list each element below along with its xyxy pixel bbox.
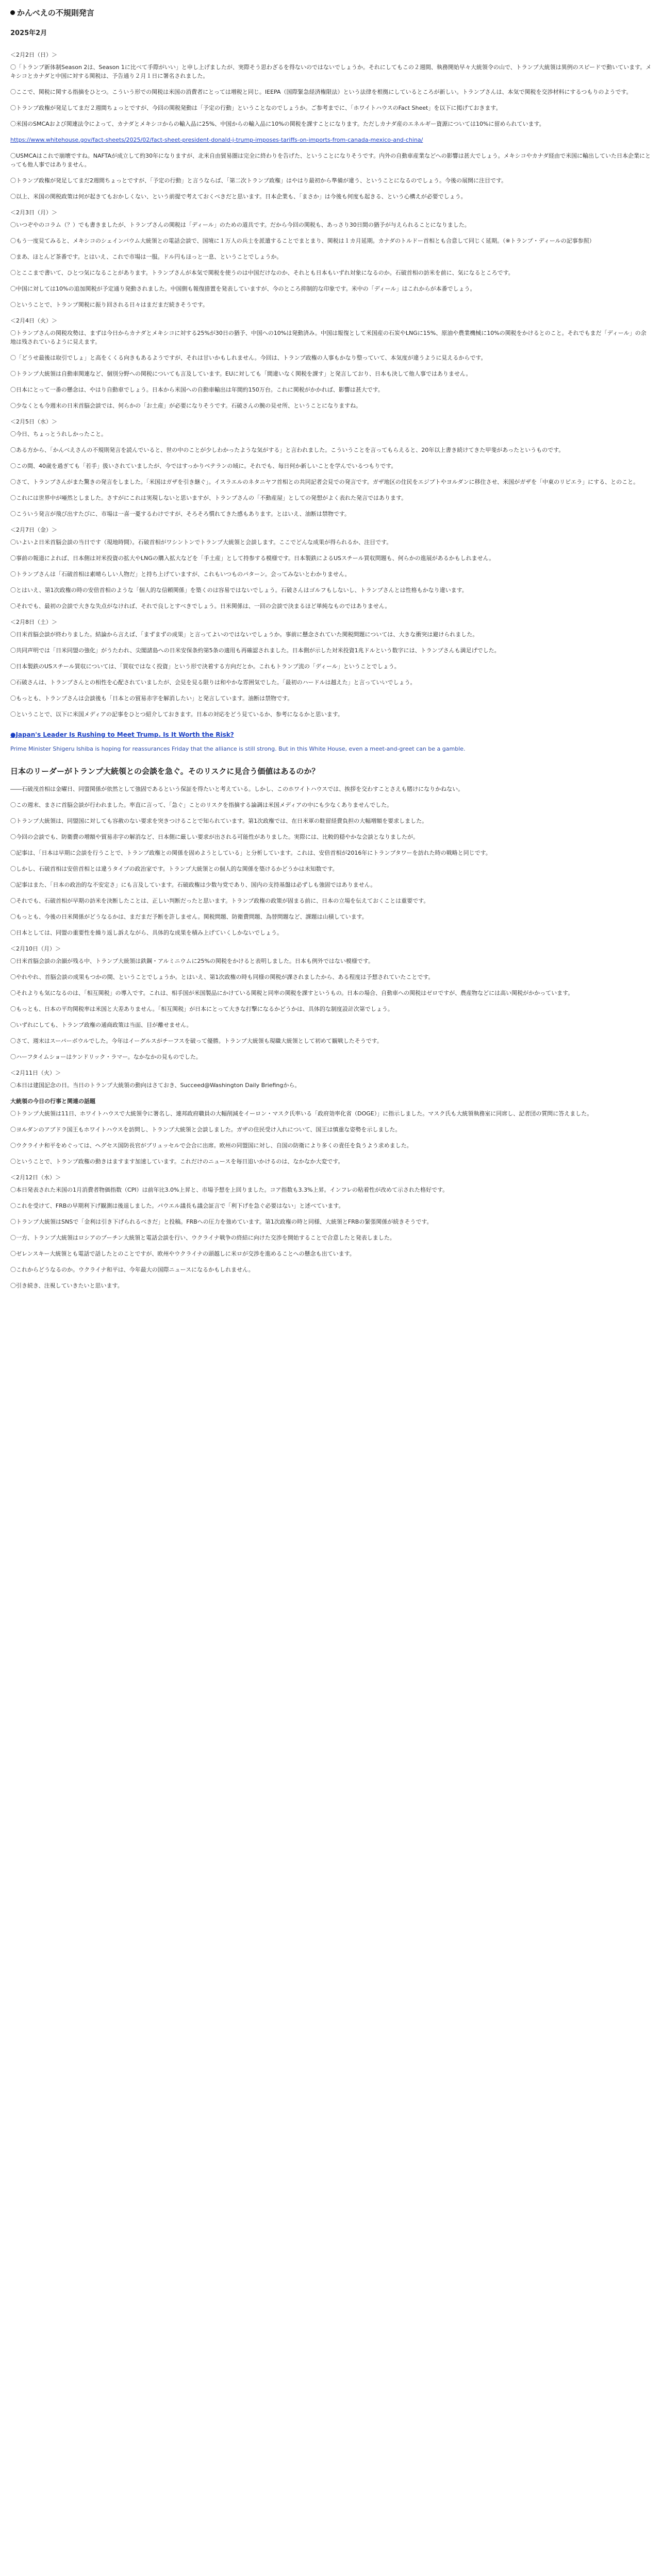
entry-paragraph: 〇共同声明では「日米同盟の強化」がうたわれ、尖閣諸島への日米安保条約第5条の適用も再確認されました。日本側が示した対米投資1兆ドルという数字には、トランプさんも満足げでした。 [10, 647, 500, 654]
entry-paragraph: 〇日本にとって一番の懸念は、やはり自動車でしょう。日本から米国への自動車輸出は年間約150万台。これに関税がかかれば、影響は甚大です。 [10, 386, 384, 393]
entry-date: ＜2月8日（土）＞ [10, 619, 57, 625]
entry-paragraph: 〇本日発表された米国の1月消費者物価指数（CPI）は前年比3.0%上昇と、市場予想を上回りました。コア指数も3.3%上昇。インフレの粘着性が改めて示された格好です。 [10, 1187, 449, 1193]
entry-paragraph: 〇以上、米国の関税政策は何が起きてもおかしくない、という前提で考えておくべきだと思います。日本企業も、「まさか」は今後も何度も起きる、という心構えが必要でしょう。 [10, 193, 467, 200]
entry-paragraph: 〇こういう発言が飛び出すたびに、市場は一喜一憂するわけですが、そろそろ慣れてきた感もあります。とはいえ、油断は禁物です。 [10, 511, 350, 517]
paragraph: 〇しかし、石破首相は安倍首相とは違うタイプの政治家です。トランプ大統領との個人的な関係を築けるかどうかは未知数です。 [10, 866, 338, 872]
entry-paragraph: 〇とはいえ、第1次政権の時の安倍首相のような「個人的な信頼関係」を築くのは容易ではないでしょう。石破さんはゴルフもしないし、トランプさんとは性格もかなり違います。 [10, 587, 468, 594]
entry-paragraph: 〇とここまで書いて、ひとつ気になることがあります。トランプさんが本気で関税を使うのは中国だけなのか、それとも日本もいずれ対象になるのか。石破首相の訪米を前に、気になるところです。 [10, 269, 514, 276]
diary-entries-3 [10, 1173, 652, 1290]
entry-paragraph: 〇まあ、ほとんど茶番です。とはいえ、これで市場は一服。ドル円もほっと一息、ということでしょうか。 [10, 253, 283, 260]
subsection-body [10, 1109, 652, 1166]
entry-paragraph: 〇「どうせ最後は取引でしょ」と高をくくる向きもあるようですが、それは甘いかもしれません。今回は、トランプ政権の人事もかなり整っていて、本気度が違うように見えるからです。 [10, 354, 487, 361]
paragraph: 〇記事は、「日本は早期に会談を行うことで、トランプ政権との関係を固めようとしている」と分析しています。これは、安倍首相が2016年にトランプタワーを訪れた時の戦略と同じです。 [10, 850, 491, 856]
entry-date: ＜2月3日（月）＞ [10, 209, 57, 216]
paragraph: 〇この週末、まさに首脳会談が行われました。率直に言って、「急ぐ」ことのリスクを指摘する論調は米国メディアの中にも少なくありませんでした。 [10, 802, 393, 808]
entry-paragraph: 〇ハーフタイムショーはケンドリック・ラマー。なかなかの見ものでした。 [10, 1054, 202, 1060]
feature-lead: Prime Minister Shigeru Ishiba is hoping for reassurances Friday that the alliance is still strong. But in this White House, even a meet-and-greet can be a gamble. [10, 745, 466, 752]
site-title [10, 7, 652, 18]
entry-paragraph: 〇ゼレンスキー大統領とも電話で話したとのことですが、欧州やウクライナの頭越しに米ロが交渉を進めることへの懸念も出ています。 [10, 1250, 355, 1257]
entry-paragraph: 〇石破さんは、トランプさんとの相性を心配されていましたが、会見を見る限りは和やかな雰囲気でした。「最初のハードルは越えた」と言っていいでしょう。 [10, 679, 416, 686]
entry-paragraph: 〇それよりも気になるのは、「相互関税」の導入です。これは、相手国が米国製品にかけている関税と同率の関税を課すというもの。日本の場合、自動車への関税はゼロですが、農産物などには高い関税がかかっています。 [10, 990, 574, 996]
entry-paragraph: 〇ここで、関税に関する指摘をひとつ。こういう形での関税は米国の消費者にとっては増税と同じ。IEEPA（国際緊急経済権限法）という法律を根拠にしているところが新しい。トランプさんは、本気で関税を交渉材料にするつもりのようです。 [10, 89, 632, 95]
entry-paragraph: 〇一方、トランプ大統領はロシアのプーチン大統領と電話会談を行い、ウクライナ戦争の終結に向けた交渉を開始することで合意したと発表しました。 [10, 1234, 395, 1241]
month-title: 2025年2月 [10, 29, 47, 37]
entry-date: ＜2月11日（火）＞ [10, 1070, 61, 1076]
entry-paragraph: 〇米国のSMCAおよび関連法令によって、カナダとメキシコからの輸入品に25%、中国からの輸入品に10%の関税を課すことになります。ただしカナダ産のエネルギー資源については10%に留められています。 [10, 121, 545, 127]
paragraph: 〇それでも、石破首相が早期の訪米を決断したことは、正しい判断だったと思います。トランプ政権の政策が固まる前に、日本の立場を伝えておくことは重要です。 [10, 897, 429, 904]
entry-paragraph: 〇今日、ちょっとうれしかったこと。 [10, 431, 107, 437]
sub-headline: 大統領の今日の行事と関連の話題 [10, 1098, 95, 1105]
entry-date: ＜2月12日（水）＞ [10, 1174, 61, 1181]
entry-paragraph: 〇これを受けて、FRBの早期利下げ観測は後退しました。パウエル議長も議会証言で「利下げを急ぐ必要はない」と述べています。 [10, 1202, 344, 1209]
entry-paragraph: 〇日米首脳会談の余韻が残る中、トランプ大統領は鉄鋼・アルミニウムに25%の関税をかけると表明しました。日本も例外ではない模様です。 [10, 958, 374, 964]
paragraph: 〇日本としては、同盟の重要性を繰り返し訴えながら、具体的な成果を積み上げていくしかないでしょう。 [10, 929, 283, 936]
entry-paragraph: 〇トランプ大統領は自動車関連など、個別分野への関税についても言及しています。EUに対しても「間違いなく関税を課す」と発言しており、日本も決して他人事ではありません。 [10, 370, 472, 377]
entry-date: ＜2月4日（火）＞ [10, 317, 57, 324]
entry-paragraph: 〇これには世界中が唖然としました。さすがにこれは実現しないと思いますが、トランプさんの「不動産屋」としての発想がよく表れた発言ではあります。 [10, 495, 407, 501]
entry-paragraph: 〇トランプ政権が発足してまだ２週間ちょっとですが、今回の関税発動は「予定の行動」ということなのでしょうか。ご参考までに、「ホワイトハウスのFact Sheet」を以下に掲げておきます。 [10, 105, 502, 111]
entry-paragraph: 〇もう一度見てみると、メキシコのシェインバウム大統領との電話会談で、国境に１万人の兵士を派遣することでまとまり、関税は１カ月延期。カナダのトルドー首相とも合意して同じく延期。（※トランプ・ディールの記事参照） [10, 238, 595, 244]
entry-paragraph: 〇事前の報道によれば、日本側は対米投資の拡大やLNGの購入拡大などを「手土産」として持参する模様です。日本製鉄によるUSスチール買収問題も、何らかの進展があるかもしれません。 [10, 555, 495, 562]
entry-paragraph: 〇日本製鉄のUSスチール買収については、「買収ではなく投資」という形で決着する方向だとか。これもトランプ流の「ディール」ということでしょう。 [10, 663, 400, 670]
paragraph: 〇もっとも、今後の日米関係がどうなるかは、まだまだ予断を許しません。関税問題、防衛費問題、為替問題など、課題は山積しています。 [10, 913, 368, 920]
entry-date: ＜2月10日（月）＞ [10, 945, 61, 952]
entry-paragraph: 〇やれやれ、首脳会談の成果もつかの間、ということでしょうか。とはいえ、第1次政権の時も同様の関税が課されましたから、ある程度は予想されていたことです。 [10, 974, 434, 980]
entry-paragraph: 〇トランプ大統領はSNSで「金利は引き下げられるべきだ」と投稿。FRBへの圧力を強めています。第1次政権の時と同様、大統領とFRBの緊張関係が続きそうです。 [10, 1218, 433, 1225]
paragraph: 〇記事はまた、「日本の政治的な不安定さ」にも言及しています。石破政権は少数与党であり、国内の支持基盤は必ずしも強固ではありません。 [10, 882, 376, 888]
feature-title: 日本のリーダーがトランプ大統領との会談を急ぐ。そのリスクに見合う価値はあるのか？ [10, 767, 320, 776]
entry-date: ＜2月2日（日）＞ [10, 52, 57, 58]
entry-paragraph: 〇これからどうなるのか。ウクライナ和平は、今年最大の国際ニュースになるかもしれません。 [10, 1266, 254, 1273]
entry-paragraph: 〇トランプさんの関税攻勢は、まずは今日からカナダとメキシコに対する25%が30日の猶予、中国への10%は発動済み。中国は報復として米国産の石炭やLNGに15%、原油や農業機械に10%の関税をかけるとのこと。それでもまだ「ディール」の余地は残されているように見えます。 [10, 330, 647, 345]
entry-date: ＜2月5日（水）＞ [10, 418, 57, 425]
entry-paragraph: 〇いつぞやのコラム（？）でも書きましたが、トランプさんの関税は「ディール」のための道具です。だから今回の関税も、あっさり30日間の猶予が与えられることになりました。 [10, 222, 470, 228]
paragraph: 〇トランプ大統領は、同盟国に対しても容赦のない要求を突きつけることで知られています。第1次政権では、在日米軍の駐留経費負担の大幅増額を要求しました。 [10, 818, 428, 824]
entry-paragraph: 〇さて、トランプさんがまた驚きの発言をしました。「米国はガザを引き継ぐ」。イスラエルのネタニヤフ首相との共同記者会見での発言です。ガザ地区の住民をエジプトやヨルダンに移住させ、米国がガザを「中東のリビエラ」にする、とのこと。 [10, 479, 639, 485]
bullet-icon [10, 10, 15, 15]
paragraph: 〇ウクライナ和平をめぐっては、ヘグセス国防長官がブリュッセルで会合に出席。欧州の同盟国に対し、自国の防衛により多くの責任を負うよう求めました。 [10, 1142, 412, 1149]
site-title-text: かんべえの不規則発言 [17, 8, 94, 18]
entry-paragraph: 〇それでも、最初の会談で大きな失点がなければ、それで良しとすべきでしょう。日米関係は、一回の会談で決まるほど単純なものではありません。 [10, 603, 391, 609]
entry-paragraph: 〇トランプさんは「石破首相は素晴らしい人物だ」と持ち上げていますが、これもいつものパターン。会ってみないとわかりません。 [10, 571, 351, 578]
entry-paragraph: 〇ということで、トランプ関税に振り回される日々はまだまだ続きそうです。 [10, 301, 208, 308]
paragraph: ――石破茂首相は金曜日、同盟関係が依然として強固であるという保証を得たいと考えている。しかし、このホワイトハウスでは、挨拶を交わすことさえも賭けになりかねない。 [10, 786, 464, 792]
entry-paragraph: 〇「トランプ新体制Season 2は、Season 1に比べて手際がいい」と申し上げましたが、実際そう思わざるを得ないのではないでしょうか。それにしてもこの２週間、執務開始早々大統領令の山で、トランプ大統領は異例のスピードで動いています。メキシコとカナダと中国に対する関税は、予告通り２月１日に署名されました。 [10, 64, 652, 79]
entry-date: ＜2月7日（金）＞ [10, 527, 57, 533]
paragraph: 〇トランプ大統領は11日、ホワイトハウスで大統領令に署名し、連邦政府職員の大幅削減をイーロン・マスク氏率いる「政府効率化省（DOGE）」に指示しました。マスク氏も大統領執務室に同席し、記者団の質問に答えました。 [10, 1110, 593, 1117]
entry-paragraph: 〇さて、週末はスーパーボウルでした。今年はイーグルスがチーフスを破って優勝。トランプ大統領も現職大統領として初めて観戦したそうです。 [10, 1038, 383, 1044]
entry-paragraph: 〇中国に対しては10%の追加関税が予定通り発動されました。中国側も報復措置を発表していますが、今のところ抑制的な印象です。米中の「ディール」はこれからが本番でしょう。 [10, 285, 476, 292]
entry-paragraph: 〇もっとも、トランプさんは会談後も「日本との貿易赤字を解消したい」と発言しています。油断は禁物です。 [10, 695, 293, 702]
entry-paragraph: 〇この間、40歳を過ぎても「若手」扱いされていましたが、今ではすっかりベテランの域に。それでも、毎日何か新しいことを学んでいるつもりです。 [10, 463, 397, 469]
entry-paragraph: 〇ということで、以下に米国メディアの記事をひとつ紹介しておきます。日本の対応をどう見ているか、参考になるかと思います。 [10, 711, 343, 718]
entry-paragraph: 〇少なくとも今週末の日米首脳会談では、何らかの「お土産」が必要になりそうです。石破さんの腕の見せ所、ということになりますね。 [10, 402, 362, 409]
paragraph: 〇今回の会談でも、防衛費の増額や貿易赤字の解消など、日本側に厳しい要求が出される可能性がありました。実際には、比較的穏やかな会談となりましたが。 [10, 834, 419, 840]
paragraph: 〇ということで、トランプ政権の動きはますます加速しています。これだけのニュースを毎日追いかけるのは、なかなか大変です。 [10, 1158, 344, 1165]
entry-paragraph: 〇本日は建国記念の日。当日のトランプ大統領の動向はさておき、Succeed@Washington Daily Briefingから。 [10, 1082, 301, 1089]
entry-paragraph: 〇いずれにしても、トランプ政権の通商政策は当面、目が離せません。 [10, 1022, 192, 1028]
feature-headline-link[interactable]: ●Japan's Leader Is Rushing to Meet Trump. Is It Worth the Risk? [10, 731, 234, 738]
entry-link[interactable]: https://www.whitehouse.gov/fact-sheets/2025/02/fact-sheet-president-donald-j-trump-imposes-tariffs-on-imports-from-canada-mexico-and-china/ [10, 137, 423, 143]
paragraph: 〇ヨルダンのアブドラ国王もホワイトハウスを訪問し、トランプ大統領と会談しました。ガザの住民受け入れについて、国王は慎重な姿勢を示しました。 [10, 1126, 401, 1133]
diary-entries-2 [10, 944, 652, 1090]
entry-paragraph: 〇引き続き、注視していきたいと思います。 [10, 1282, 123, 1289]
diary-entries [10, 50, 652, 719]
entry-paragraph: 〇日米首脳会談が終わりました。結論から言えば、「まずまずの成果」と言ってよいのではないでしょうか。事前に懸念されていた関税問題については、大きな衝突は避けられました。 [10, 631, 478, 638]
entry-paragraph: 〇USMCAはこれで崩壊ですね。NAFTAが成立して約30年になりますが、北米自由貿易圏は完全に終わりを告げた、ということになりそうです。内外の自動車産業などへの影響は甚大でしょう。メキシコやカナダ経由で米国に輸出していた日本企業にとっても他人事ではありません。 [10, 152, 651, 168]
feature-body [10, 785, 652, 937]
entry-paragraph: 〇ある方から、「かんべえさんの不規則発言を読んでいると、世の中のことが少しわかったような気がする」と言われました。こういうことを言ってもらえると、20年以上書き続けてきた甲斐があったというものです。 [10, 447, 565, 453]
entry-paragraph: 〇トランプ政権が発足してまだ2週間ちょっとですが、「予定の行動」と言うならば、「第二次トランプ政権」はやはり最初から準備が違う、ということになるのでしょう。今後の展開に注目です。 [10, 177, 507, 184]
entry-paragraph: 〇もっとも、日本の平均関税率は米国と大差ありません。「相互関税」が日本にとって大きな打撃になるかどうかは、具体的な制度設計次第でしょう。 [10, 1006, 393, 1012]
entry-paragraph: 〇いよいよ日米首脳会談の当日です（現地時間）。石破首相がワシントンでトランプ大統領と会談します。ここでどんな成果が得られるか、注目です。 [10, 539, 392, 546]
